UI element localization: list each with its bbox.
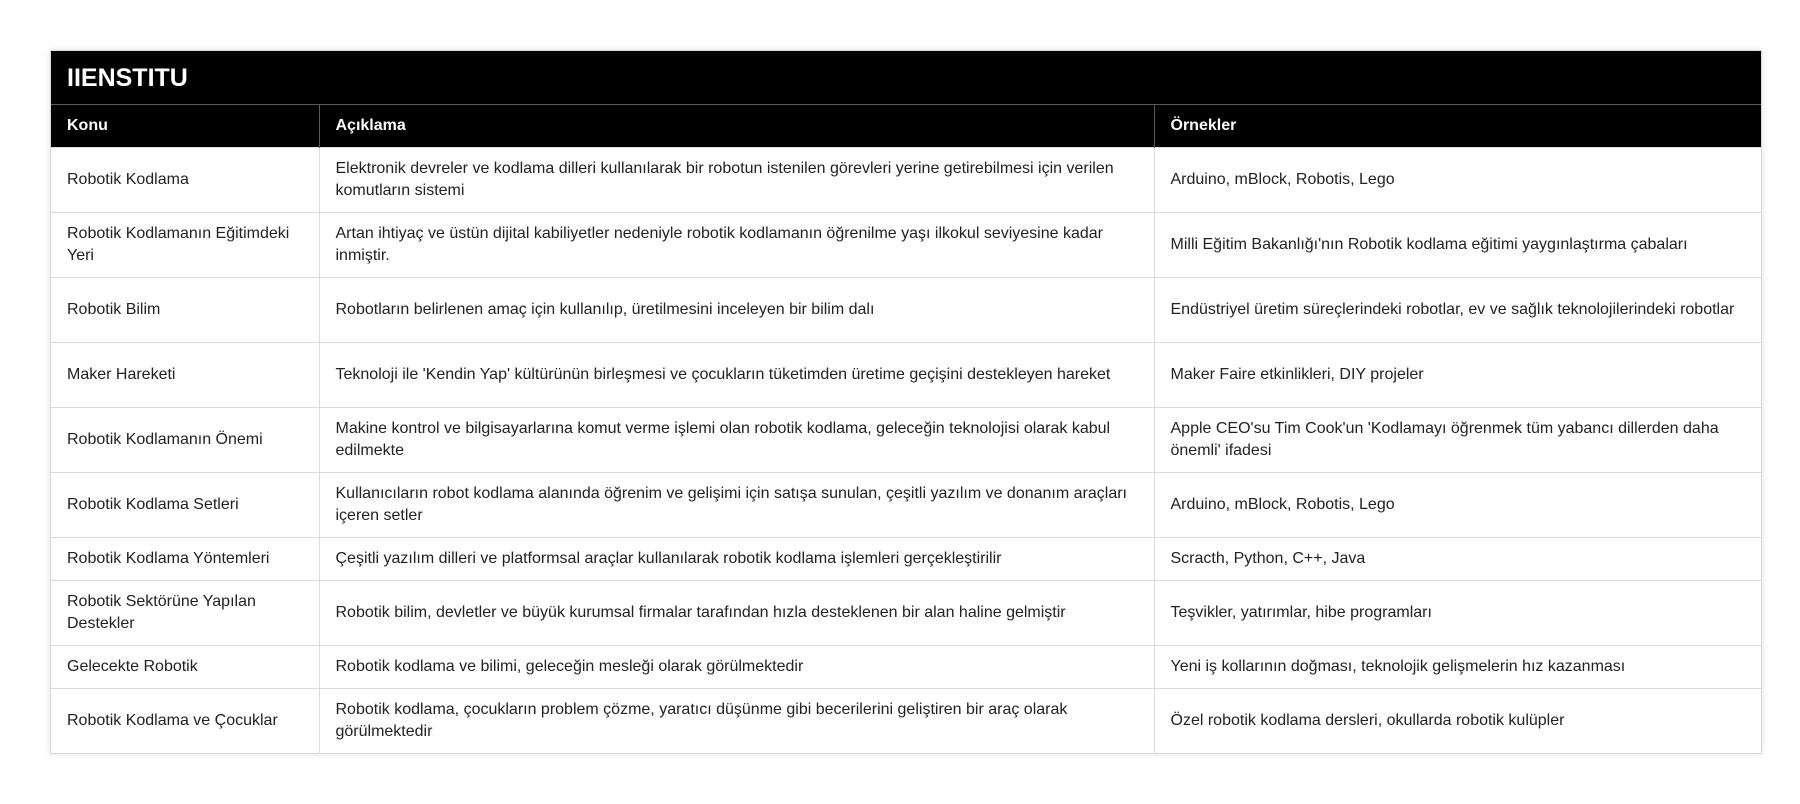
table-row: [51, 472, 1761, 537]
table-row: [51, 688, 1761, 753]
cell-ornekler: Teşvikler, yatırımlar, hibe programları: [1154, 580, 1761, 645]
cell-ornekler: Endüstriyel üretim süreçlerindeki robotlar, ev ve sağlık teknolojilerindeki robotlar: [1154, 277, 1761, 342]
cell-aciklama: Makine kontrol ve bilgisayarlarına komut verme işlemi olan robotik kodlama, geleceğin teknolojisi olarak kabul edilmekte: [319, 407, 1154, 472]
cell-konu: Robotik Kodlama: [51, 147, 319, 212]
table-row: [51, 537, 1761, 580]
cell-konu: Robotik Kodlama Yöntemleri: [51, 537, 319, 580]
data-table: [51, 105, 1761, 753]
table-title: IIENSTITU: [51, 51, 1761, 105]
cell-aciklama: Elektronik devreler ve kodlama dilleri kullanılarak bir robotun istenilen görevleri yerine getirebilmesi için verilen komutların sistemi: [319, 147, 1154, 212]
cell-aciklama: Robotik kodlama ve bilimi, geleceğin mesleği olarak görülmektedir: [319, 645, 1154, 688]
cell-aciklama: Çeşitli yazılım dilleri ve platformsal araçlar kullanılarak robotik kodlama işlemleri gerçekleştirilir: [319, 537, 1154, 580]
table-row: [51, 580, 1761, 645]
cell-aciklama: Robotların belirlenen amaç için kullanılıp, üretilmesini inceleyen bir bilim dalı: [319, 277, 1154, 342]
column-header-aciklama: Açıklama: [319, 105, 1154, 147]
table-row: [51, 407, 1761, 472]
header-row: [51, 105, 1761, 147]
cell-konu: Maker Hareketi: [51, 342, 319, 407]
table-row: [51, 147, 1761, 212]
table-container: [50, 50, 1762, 754]
cell-aciklama: Artan ihtiyaç ve üstün dijital kabiliyetler nedeniyle robotik kodlamanın öğrenilme yaşı ilkokul seviyesine kadar inmiştir.: [319, 212, 1154, 277]
table-row: [51, 212, 1761, 277]
cell-konu: Robotik Sektörüne Yapılan Destekler: [51, 580, 319, 645]
column-header-ornekler: Örnekler: [1154, 105, 1761, 147]
cell-aciklama: Kullanıcıların robot kodlama alanında öğrenim ve gelişimi için satışa sunulan, çeşitli yazılım ve donanım araçları içeren setler: [319, 472, 1154, 537]
cell-ornekler: Özel robotik kodlama dersleri, okullarda robotik kulüpler: [1154, 688, 1761, 753]
cell-ornekler: Yeni iş kollarının doğması, teknolojik gelişmelerin hız kazanması: [1154, 645, 1761, 688]
cell-ornekler: Arduino, mBlock, Robotis, Lego: [1154, 147, 1761, 212]
column-header-konu: Konu: [51, 105, 319, 147]
cell-konu: Robotik Kodlama ve Çocuklar: [51, 688, 319, 753]
cell-ornekler: Milli Eğitim Bakanlığı'nın Robotik kodlama eğitimi yaygınlaştırma çabaları: [1154, 212, 1761, 277]
cell-konu: Gelecekte Robotik: [51, 645, 319, 688]
cell-konu: Robotik Kodlama Setleri: [51, 472, 319, 537]
cell-ornekler: Maker Faire etkinlikleri, DIY projeler: [1154, 342, 1761, 407]
table-row: [51, 342, 1761, 407]
cell-aciklama: Teknoloji ile 'Kendin Yap' kültürünün birleşmesi ve çocukların tüketimden üretime geçişini destekleyen hareket: [319, 342, 1154, 407]
cell-konu: Robotik Bilim: [51, 277, 319, 342]
cell-konu: Robotik Kodlamanın Önemi: [51, 407, 319, 472]
cell-ornekler: Scracth, Python, C++, Java: [1154, 537, 1761, 580]
table-row: [51, 645, 1761, 688]
cell-konu: Robotik Kodlamanın Eğitimdeki Yeri: [51, 212, 319, 277]
cell-aciklama: Robotik bilim, devletler ve büyük kurumsal firmalar tarafından hızla desteklenen bir alan haline gelmiştir: [319, 580, 1154, 645]
cell-aciklama: Robotik kodlama, çocukların problem çözme, yaratıcı düşünme gibi becerilerini geliştiren bir araç olarak görülmektedir: [319, 688, 1154, 753]
table-row: [51, 277, 1761, 342]
cell-ornekler: Apple CEO'su Tim Cook'un 'Kodlamayı öğrenmek tüm yabancı dillerden daha önemli' ifadesi: [1154, 407, 1761, 472]
cell-ornekler: Arduino, mBlock, Robotis, Lego: [1154, 472, 1761, 537]
